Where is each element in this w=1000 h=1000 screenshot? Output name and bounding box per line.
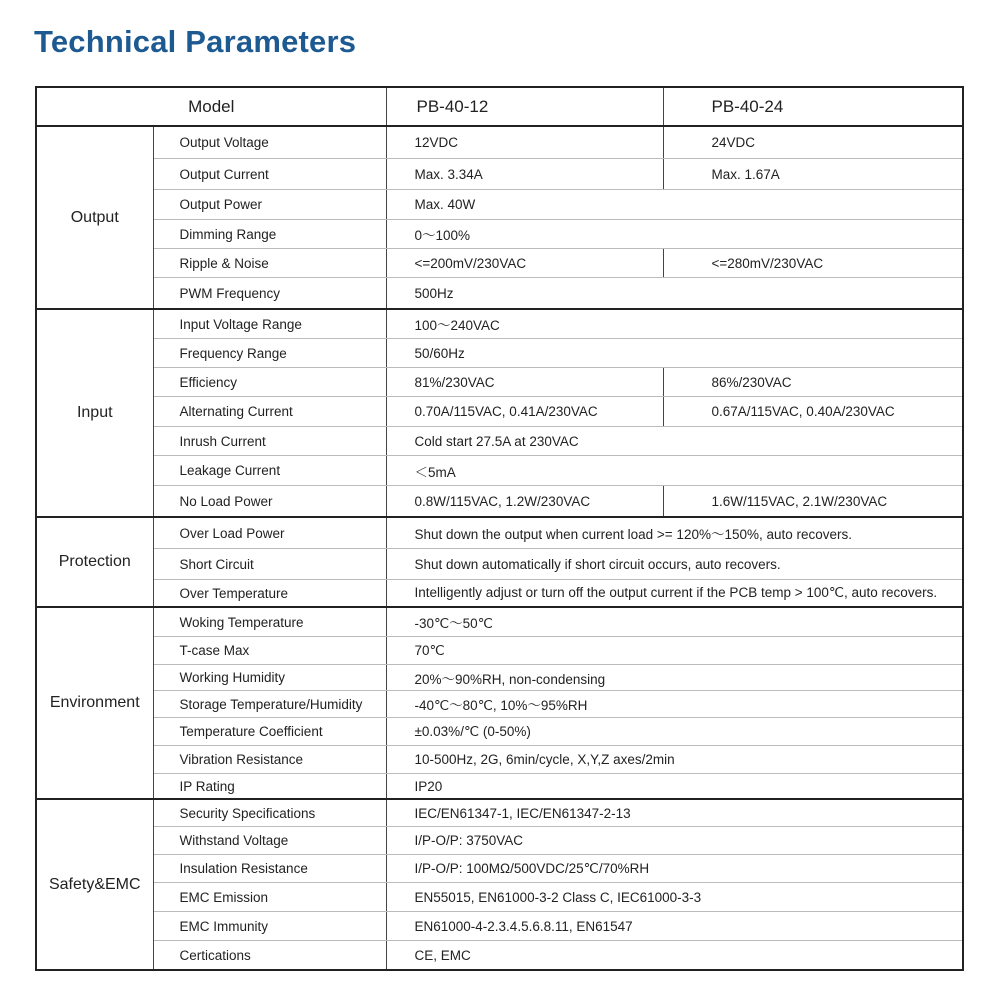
group-label: Input	[36, 309, 153, 517]
parameter-value: -30℃～50℃	[386, 607, 963, 637]
parameter-name: Alternating Current	[153, 397, 386, 427]
spec-row	[36, 855, 963, 883]
spec-row	[36, 774, 963, 800]
parameter-name: Storage Temperature/Humidity	[153, 691, 386, 718]
parameter-name: Efficiency	[153, 368, 386, 397]
value-pb-40-24: 86%/230VAC	[663, 368, 963, 397]
parameter-value: 50/60Hz	[386, 339, 963, 368]
parameter-value: -40℃～80℃, 10%～95%RH	[386, 691, 963, 718]
parameter-value: IP20	[386, 774, 963, 800]
parameter-value: CE, EMC	[386, 941, 963, 971]
parameter-name: PWM Frequency	[153, 278, 386, 310]
group-label: Safety&EMC	[36, 799, 153, 970]
group-label: Output	[36, 126, 153, 309]
parameter-name: Ripple & Noise	[153, 249, 386, 278]
spec-row	[36, 159, 963, 190]
spec-row	[36, 220, 963, 249]
page-title: Technical Parameters	[34, 24, 357, 59]
parameter-name: Frequency Range	[153, 339, 386, 368]
parameter-value: EN55015, EN61000-3-2 Class C, IEC61000-3-3	[386, 883, 963, 912]
value-pb-40-12: Max. 3.34A	[386, 159, 663, 190]
parameter-name: Working Humidity	[153, 665, 386, 691]
value-pb-40-12: 81%/230VAC	[386, 368, 663, 397]
spec-row	[36, 456, 963, 486]
spec-row	[36, 549, 963, 580]
model-header: Model	[36, 87, 386, 126]
value-pb-40-24: Max. 1.67A	[663, 159, 963, 190]
parameter-value: IEC/EN61347-1, IEC/EN61347-2-13	[386, 799, 963, 827]
spec-row	[36, 397, 963, 427]
spec-row	[36, 427, 963, 456]
value-pb-40-12: 0.8W/115VAC, 1.2W/230VAC	[386, 486, 663, 518]
parameter-value: Max. 40W	[386, 190, 963, 220]
parameter-name: Dimming Range	[153, 220, 386, 249]
parameter-name: Insulation Resistance	[153, 855, 386, 883]
spec-row	[36, 126, 963, 159]
model-pb-40-12: PB-40-12	[386, 87, 663, 126]
spec-row	[36, 278, 963, 310]
parameter-name: No Load Power	[153, 486, 386, 518]
spec-table	[35, 86, 964, 971]
header-row	[36, 87, 963, 126]
parameter-name: Security Specifications	[153, 799, 386, 827]
spec-row	[36, 912, 963, 941]
parameter-value: 0～100%	[386, 220, 963, 249]
spec-row	[36, 691, 963, 718]
parameter-name: Output Power	[153, 190, 386, 220]
parameter-value: ±0.03%/℃ (0-50%)	[386, 718, 963, 746]
parameter-value: 10-500Hz, 2G, 6min/cycle, X,Y,Z axes/2min	[386, 746, 963, 774]
parameter-name: Withstand Voltage	[153, 827, 386, 855]
parameter-value: Intelligently adjust or turn off the output current if the PCB temp > 100℃, auto recovers.	[386, 580, 963, 608]
spec-row	[36, 799, 963, 827]
parameter-name: Woking Temperature	[153, 607, 386, 637]
parameter-name: Leakage Current	[153, 456, 386, 486]
spec-table-body	[36, 87, 963, 970]
parameter-name: T-case Max	[153, 637, 386, 665]
spec-row	[36, 883, 963, 912]
spec-row	[36, 517, 963, 549]
parameter-value: 500Hz	[386, 278, 963, 310]
group-label: Environment	[36, 607, 153, 799]
parameter-value: 100～240VAC	[386, 309, 963, 339]
spec-row	[36, 607, 963, 637]
parameter-value: EN61000-4-2.3.4.5.6.8.11, EN61547	[386, 912, 963, 941]
parameter-value: Cold start 27.5A at 230VAC	[386, 427, 963, 456]
spec-row	[36, 249, 963, 278]
spec-row	[36, 580, 963, 608]
parameter-name: Inrush Current	[153, 427, 386, 456]
parameter-name: IP Rating	[153, 774, 386, 800]
parameter-name: Vibration Resistance	[153, 746, 386, 774]
value-pb-40-12: 0.70A/115VAC, 0.41A/230VAC	[386, 397, 663, 427]
model-pb-40-24: PB-40-24	[663, 87, 963, 126]
spec-row	[36, 941, 963, 971]
parameter-value: 20%～90%RH, non-condensing	[386, 665, 963, 691]
spec-row	[36, 190, 963, 220]
parameter-name: Output Voltage	[153, 126, 386, 159]
spec-row	[36, 827, 963, 855]
spec-row	[36, 637, 963, 665]
parameter-value: I/P-O/P: 100MΩ/500VDC/25℃/70%RH	[386, 855, 963, 883]
spec-row	[36, 486, 963, 518]
parameter-value: Shut down the output when current load >= 120%～150%, auto recovers.	[386, 517, 963, 549]
value-pb-40-24: <=280mV/230VAC	[663, 249, 963, 278]
parameter-value: Shut down automatically if short circuit occurs, auto recovers.	[386, 549, 963, 580]
spec-row	[36, 665, 963, 691]
value-pb-40-12: 12VDC	[386, 126, 663, 159]
parameter-name: Over Temperature	[153, 580, 386, 608]
parameter-name: EMC Emission	[153, 883, 386, 912]
parameter-name: Output Current	[153, 159, 386, 190]
spec-row	[36, 339, 963, 368]
parameter-name: EMC Immunity	[153, 912, 386, 941]
group-label: Protection	[36, 517, 153, 607]
spec-row	[36, 746, 963, 774]
parameter-name: Input Voltage Range	[153, 309, 386, 339]
value-pb-40-24: 0.67A/115VAC, 0.40A/230VAC	[663, 397, 963, 427]
parameter-name: Over Load Power	[153, 517, 386, 549]
parameter-value: ＜5mA	[386, 456, 963, 486]
spec-row	[36, 718, 963, 746]
value-pb-40-24: 24VDC	[663, 126, 963, 159]
parameter-name: Certications	[153, 941, 386, 971]
spec-row	[36, 309, 963, 339]
parameter-value: I/P-O/P: 3750VAC	[386, 827, 963, 855]
value-pb-40-12: <=200mV/230VAC	[386, 249, 663, 278]
parameter-name: Temperature Coefficient	[153, 718, 386, 746]
parameter-name: Short Circuit	[153, 549, 386, 580]
parameter-value: 70℃	[386, 637, 963, 665]
spec-row	[36, 368, 963, 397]
value-pb-40-24: 1.6W/115VAC, 2.1W/230VAC	[663, 486, 963, 518]
